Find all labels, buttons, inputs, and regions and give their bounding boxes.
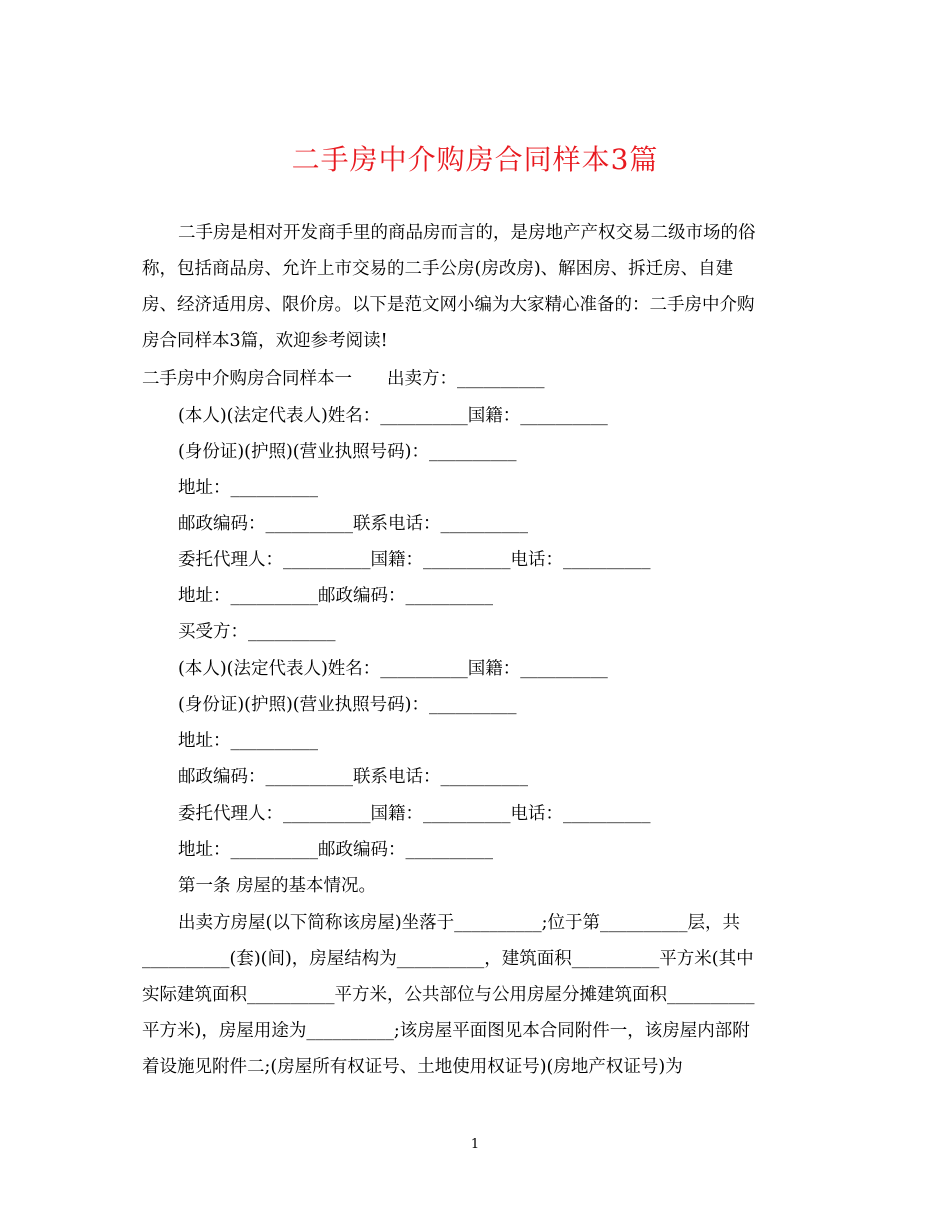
seller-postcode-line: 邮政编码：__________联系电话：__________ — [178, 514, 528, 534]
page-number: 1 — [470, 1137, 480, 1152]
article-1-line-5: 着设施见附件二;(房屋所有权证号、土地使用权证号)(房地产权证号)为 — [142, 1057, 683, 1077]
section-heading-seller: 二手房中介购房合同样本一 出卖方：__________ — [142, 369, 545, 389]
article-1-line-2: __________(套)(间)，房屋结构为__________，建筑面积__________平方米(其中 — [142, 949, 754, 969]
seller-agent-address-line: 地址：__________邮政编码：__________ — [178, 586, 493, 606]
intro-line-2: 称，包括商品房、允许上市交易的二手公房(房改房)、解困房、拆迁房、自建 — [142, 259, 734, 279]
page-title: 二手房中介购房合同样本3篇 — [291, 143, 659, 176]
intro-line-1: 二手房是相对开发商手里的商品房而言的，是房地产产权交易二级市场的俗 — [178, 223, 756, 243]
seller-agent-line: 委托代理人：__________国籍：__________电话：__________ — [178, 550, 651, 570]
buyer-id-line: (身份证)(护照)(营业执照号码)：__________ — [178, 695, 517, 715]
article-1-line-3: 实际建筑面积__________平方米，公共部位与公用房屋分摊建筑面积__________ — [142, 985, 755, 1005]
buyer-name-line: (本人)(法定代表人)姓名：__________国籍：__________ — [178, 659, 608, 679]
seller-name-line: (本人)(法定代表人)姓名：__________国籍：__________ — [178, 406, 608, 426]
buyer-postcode-line: 邮政编码：__________联系电话：__________ — [178, 767, 528, 787]
seller-id-line: (身份证)(护照)(营业执照号码)：__________ — [178, 442, 517, 462]
intro-line-4: 房合同样本3篇，欢迎参考阅读! — [142, 331, 388, 351]
article-1-heading: 第一条 房屋的基本情况。 — [178, 876, 377, 896]
buyer-agent-address-line: 地址：__________邮政编码：__________ — [178, 840, 493, 860]
buyer-heading-line: 买受方：__________ — [178, 622, 336, 642]
seller-address-line: 地址：__________ — [178, 478, 318, 498]
intro-line-3: 房、经济适用房、限价房。以下是范文网小编为大家精心准备的：二手房中介购 — [142, 295, 755, 315]
buyer-address-line: 地址：__________ — [178, 731, 318, 751]
buyer-agent-line: 委托代理人：__________国籍：__________电话：__________ — [178, 804, 651, 824]
article-1-line-4: 平方米)，房屋用途为__________;该房屋平面图见本合同附件一，该房屋内部附 — [142, 1021, 750, 1041]
article-1-line-1: 出卖方房屋(以下简称该房屋)坐落于__________;位于第__________层，共 — [178, 913, 741, 933]
